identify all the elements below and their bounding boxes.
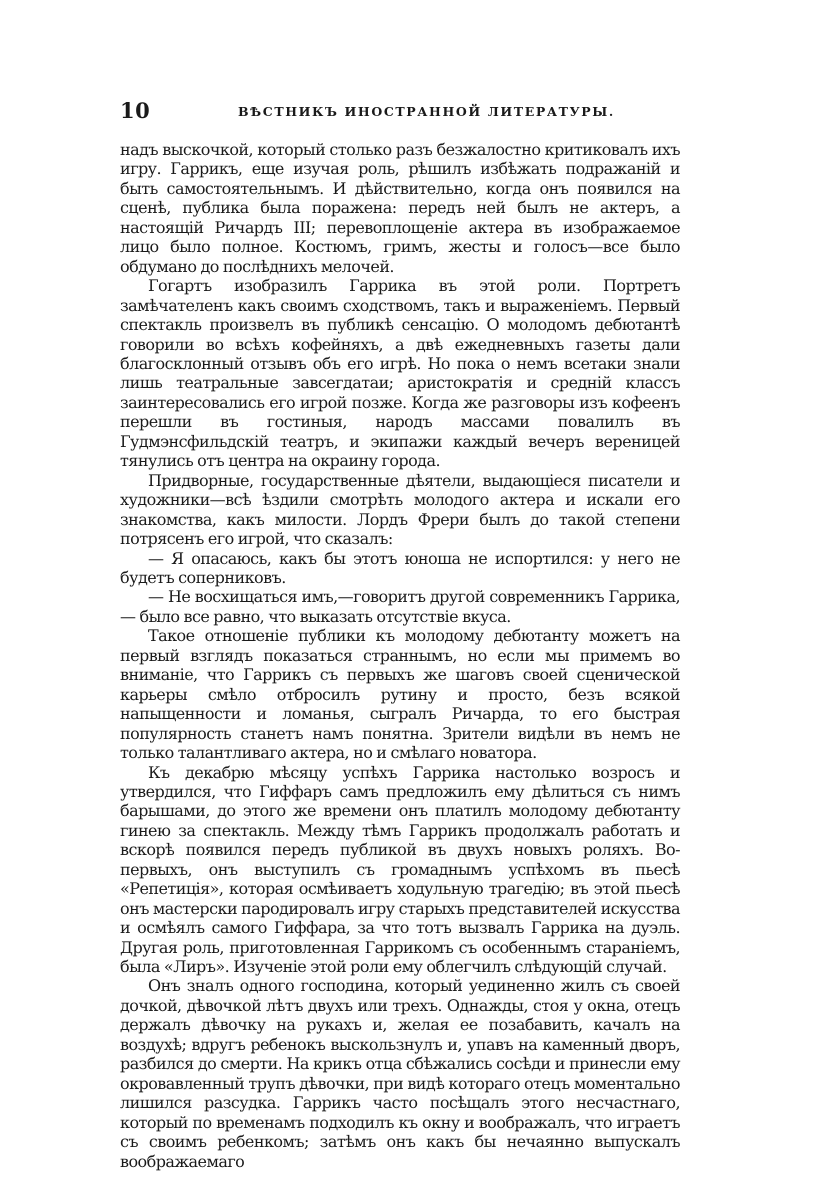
page-header	[120, 98, 690, 128]
paragraph: Онъ зналъ одного господина, который уединенно жилъ съ своей дочкой, дѣвочкой лѣтъ двухъ или трехъ. Однажды, стоя у окна, отецъ держалъ дѣвочку на рукахъ и, желая ее позабавить, качалъ на воздухѣ; вдругъ ребенокъ выскользнулъ и, упавъ на каменный дворъ, разбился до смерти. На крикъ отца сбѣжались сосѣди и принесли ему окровавленный трупъ дѣвочки, при видѣ котораго отецъ моментально лишился разсудка. Гаррикъ часто посѣщалъ этого несчастнаго, который по временамъ подходилъ къ окну и воображалъ, что играетъ съ своимъ ребенкомъ; затѣмъ онъ какъ бы нечаянно выпускалъ воображаемаго	[120, 976, 680, 1171]
paragraph: надъ выскочкой, который столько разъ безжалостно критиковалъ ихъ игру. Гаррикъ, еще изучая роль, рѣшилъ избѣжать подражаній и быть самостоятельнымъ. И дѣйствительно, когда онъ появился на сценѣ, публика была поражена: передъ ней былъ не актеръ, а настоящій Ричардъ III; перевоплощеніе актера въ изображаемое лицо было полное. Костюмъ, гримъ, жесты и голосъ—все было обдумано до послѣднихъ мелочей.	[120, 140, 680, 276]
running-title: ВѢСТНИКЪ ИНОСТРАННОЙ ЛИТЕРАТУРЫ.	[238, 104, 615, 119]
body-text	[120, 140, 680, 1171]
paragraph: Придворные, государственные дѣятели, выдающіеся писатели и художники—всѣ ѣздили смотрѣть молодого актера и искали его знакомства, какъ милости. Лордъ Фрери былъ до такой степени потрясенъ его игрой, что сказалъ:	[120, 470, 680, 549]
paragraph: — Не восхищаться имъ,—говоритъ другой современникъ Гаррика,— было все равно, что выказать отсутствіе вкуса.	[120, 587, 680, 626]
paragraph: Такое отношеніе публики къ молодому дебютанту можетъ на первый взглядъ показаться страннымъ, но если мы примемъ во вниманіе, что Гаррикъ съ первыхъ же шаговъ своей сценической карьеры смѣло отбросилъ рутину и просто, безъ всякой напыщенности и ломанья, сыгралъ Ричарда, то его быстрая популярность станетъ намъ понятна. Зрители видѣли въ немъ не только талантливаго актера, но и смѣлаго новатора.	[120, 626, 680, 763]
paragraph: — Я опасаюсь, какъ бы этотъ юноша не испортился: у него не будетъ соперниковъ.	[120, 548, 680, 587]
page-number: 10	[120, 98, 151, 123]
paragraph: Гогартъ изобразилъ Гаррика въ этой роли. Портретъ замѣчателенъ какъ своимъ сходствомъ, такъ и выраженіемъ. Первый спектакль произвелъ въ публикѣ сенсацію. О молодомъ дебютантѣ говорили во всѣхъ кофейняхъ, а двѣ ежедневныхъ газеты дали благосклонный отзывъ объ его игрѣ. Но пока о немъ всетаки знали лишь театральные завсегдатаи; аристократія и средній классъ заинтересовались его игрой позже. Когда же разговоры изъ кофеенъ перешли въ гостиныя, народъ массами повалилъ въ Гудмэнсфильдскій театръ, и экипажи каждый вечеръ вереницей тянулись отъ центра на окраину города.	[120, 276, 680, 471]
paragraph: Къ декабрю мѣсяцу успѣхъ Гаррика настолько возросъ и утвердился, что Гиффаръ самъ предложилъ ему дѣлиться съ нимъ барышами, до этого же времени онъ платилъ молодому дебютанту гинею за спектакль. Между тѣмъ Гаррикъ продолжалъ работать и вскорѣ появился передъ публикой въ двухъ новыхъ роляхъ. Во-первыхъ, онъ выступилъ съ громаднымъ успѣхомъ въ пьесѣ «Репетиція», которая осмѣиваетъ ходульную трагедію; въ этой пьесѣ онъ мастерски пародировалъ игру старыхъ представителей искусства и осмѣялъ самого Гиффара, за что тотъ вызвалъ Гаррика на дуэль. Другая роль, приготовленная Гаррикомъ съ особеннымъ стараніемъ, была «Лиръ». Изученіе этой роли ему облегчилъ слѣдующій случай.	[120, 762, 680, 977]
